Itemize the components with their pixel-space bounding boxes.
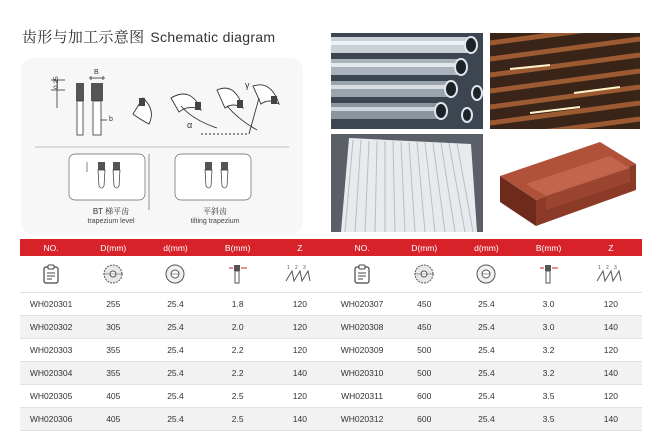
bore-disc-icon: [144, 256, 206, 293]
right-tooth-caption: [177, 206, 253, 225]
spec-cell: 25.4: [144, 385, 206, 408]
spec-table: [20, 239, 642, 431]
bore-disc-icon: [455, 256, 517, 293]
spec-cell: 25.4: [455, 339, 517, 362]
svg-text:3: 3: [613, 265, 617, 271]
title-en: Schematic diagram: [150, 29, 276, 45]
spec-cell: 25.4: [144, 339, 206, 362]
tooth-count-icon: [580, 256, 642, 293]
table-row: [20, 293, 642, 316]
thickness-gauge-icon: [207, 256, 269, 293]
page-title: [22, 26, 275, 47]
spec-cell: 140: [580, 362, 642, 385]
spec-cell: 140: [580, 408, 642, 431]
schematic-panel: [21, 58, 303, 234]
wood-ceiling-photo: [490, 33, 640, 129]
table-row: [20, 385, 642, 408]
svg-text:2: 2: [605, 265, 609, 271]
spec-cell: 3.0: [518, 316, 580, 339]
spec-cell: 405: [82, 408, 144, 431]
model-number-cell: WH020312: [331, 408, 393, 431]
spec-cell: 405: [82, 385, 144, 408]
angle-alpha-label: α: [187, 120, 193, 130]
col-header: Z: [269, 239, 331, 256]
spec-cell: 305: [82, 316, 144, 339]
right-caption-main: 平斜齿: [203, 207, 227, 216]
model-number-cell: WH020307: [331, 293, 393, 316]
spec-cell: 120: [269, 316, 331, 339]
thickness-gauge-icon: [518, 256, 580, 293]
document-icon: [331, 256, 393, 293]
spec-cell: 140: [269, 408, 331, 431]
spec-cell: 25.4: [144, 316, 206, 339]
tooth-schematic-drawing: [21, 58, 303, 234]
spec-cell: 25.4: [144, 408, 206, 431]
table-row: [20, 408, 642, 431]
table-row: [20, 362, 642, 385]
dim-025-label: 0.25: [53, 76, 60, 89]
spec-cell: 120: [580, 339, 642, 362]
spec-cell: 3.2: [518, 362, 580, 385]
icon-row: [20, 256, 642, 293]
spec-cell: 120: [580, 293, 642, 316]
spec-cell: 2.5: [207, 385, 269, 408]
col-header: NO.: [20, 239, 82, 256]
spec-cell: 255: [82, 293, 144, 316]
saw-blade-icon: [393, 256, 455, 293]
spec-cell: 2.0: [207, 316, 269, 339]
right-caption-sub: tilting trapezium: [190, 218, 240, 225]
spec-cell: 25.4: [455, 362, 517, 385]
tooth-count-icon: [269, 256, 331, 293]
spec-cell: 140: [269, 362, 331, 385]
title-cn: 齿形与加工示意图: [22, 29, 145, 46]
spec-cell: 25.4: [455, 293, 517, 316]
spec-cell: 3.0: [518, 293, 580, 316]
spec-cell: 25.4: [455, 385, 517, 408]
model-number-cell: WH020310: [331, 362, 393, 385]
spec-cell: 2.5: [207, 408, 269, 431]
table-header-row: [20, 239, 642, 256]
spec-cell: 25.4: [144, 362, 206, 385]
model-number-cell: WH020305: [20, 385, 82, 408]
spec-cell: 355: [82, 362, 144, 385]
model-number-cell: WH020303: [20, 339, 82, 362]
spec-cell: 25.4: [455, 408, 517, 431]
spec-cell: 500: [393, 339, 455, 362]
col-header: D(mm): [82, 239, 144, 256]
spec-cell: 355: [82, 339, 144, 362]
spec-cell: 3.5: [518, 408, 580, 431]
left-caption-main: BT 梯平齿: [92, 207, 130, 216]
spec-cell: 120: [580, 385, 642, 408]
left-tooth-caption: [73, 206, 149, 225]
model-number-cell: WH020309: [331, 339, 393, 362]
angle-gamma-label: γ: [245, 80, 250, 90]
left-caption-sub: trapezium level: [87, 218, 135, 225]
spec-cell: 450: [393, 293, 455, 316]
aluminum-panel-photo: [331, 134, 483, 232]
col-header: NO.: [331, 239, 393, 256]
model-number-cell: WH020306: [20, 408, 82, 431]
spec-cell: 2.2: [207, 339, 269, 362]
col-header: D(mm): [393, 239, 455, 256]
model-number-cell: WH020311: [331, 385, 393, 408]
spec-cell: 1.8: [207, 293, 269, 316]
spec-cell: 120: [269, 293, 331, 316]
table-row: [20, 316, 642, 339]
dim-b-label: b: [109, 116, 113, 123]
dim-B-label: B: [94, 69, 99, 76]
svg-text:3: 3: [302, 265, 306, 271]
saw-blade-icon: [82, 256, 144, 293]
svg-text:1: 1: [286, 265, 290, 271]
spec-cell: 3.5: [518, 385, 580, 408]
col-header: B(mm): [207, 239, 269, 256]
col-header: d(mm): [455, 239, 517, 256]
spec-cell: 25.4: [144, 293, 206, 316]
wood-profile-photo: [490, 134, 640, 232]
document-icon: [20, 256, 82, 293]
table-row: [20, 339, 642, 362]
model-number-cell: WH020301: [20, 293, 82, 316]
spec-cell: 120: [269, 385, 331, 408]
spec-cell: 3.2: [518, 339, 580, 362]
spec-cell: 600: [393, 385, 455, 408]
spec-cell: 140: [580, 316, 642, 339]
svg-text:2: 2: [294, 265, 298, 271]
col-header: Z: [580, 239, 642, 256]
spec-cell: 500: [393, 362, 455, 385]
col-header: d(mm): [144, 239, 206, 256]
col-header: B(mm): [518, 239, 580, 256]
spec-cell: 120: [269, 339, 331, 362]
svg-text:1: 1: [597, 265, 601, 271]
spec-cell: 25.4: [455, 316, 517, 339]
spec-cell: 600: [393, 408, 455, 431]
model-number-cell: WH020302: [20, 316, 82, 339]
spec-cell: 450: [393, 316, 455, 339]
model-number-cell: WH020308: [331, 316, 393, 339]
steel-tubes-photo: [331, 33, 483, 129]
spec-cell: 2.2: [207, 362, 269, 385]
model-number-cell: WH020304: [20, 362, 82, 385]
